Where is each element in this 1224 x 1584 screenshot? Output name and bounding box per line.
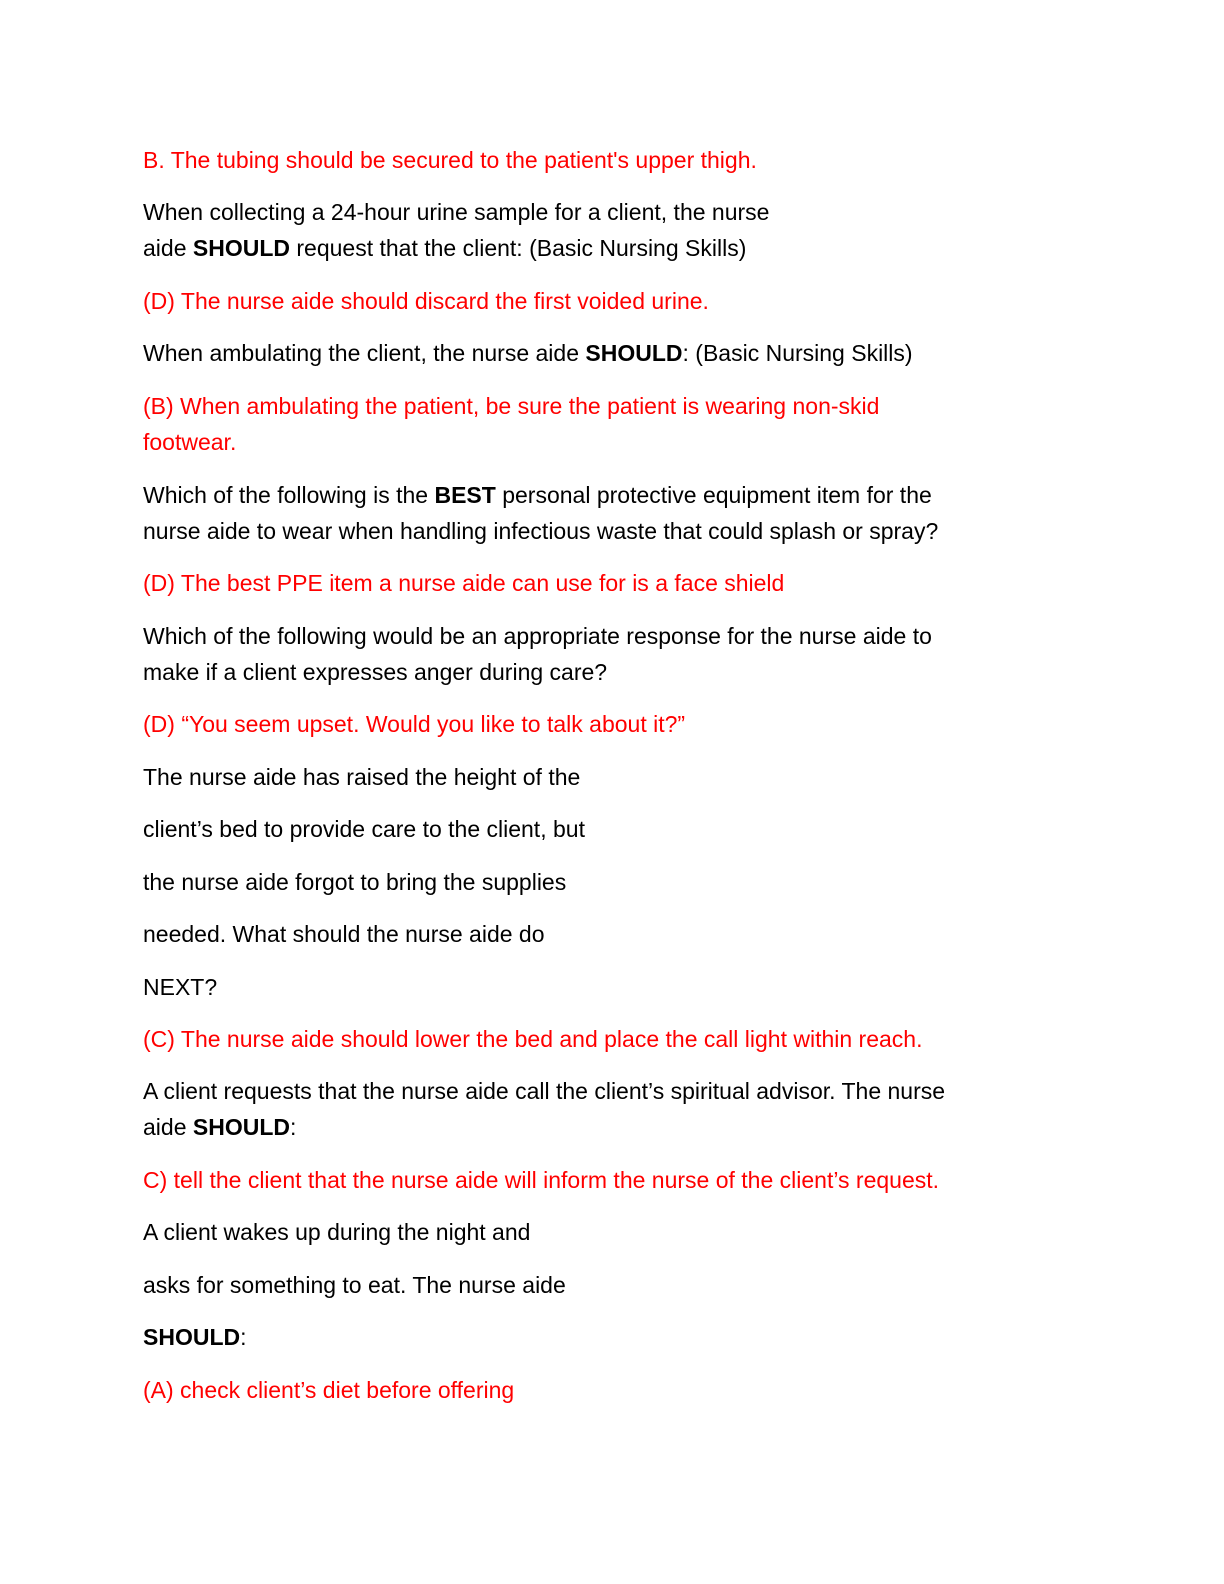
- text: Which of the following would be an appropriate response for the nurse aide to: [143, 623, 932, 649]
- text: the nurse aide forgot to bring the supplies: [143, 869, 567, 895]
- text: Which of the following is the: [143, 482, 435, 508]
- text: : (Basic Nursing Skills): [682, 340, 913, 366]
- question-bed-line1: [143, 759, 1083, 795]
- emphasis: SHOULD: [192, 1114, 290, 1140]
- question-ppe-line1: [143, 477, 1083, 513]
- text: aide: [143, 1114, 193, 1140]
- question-ambulating: [143, 335, 1083, 371]
- answer-ambulating-line1: [143, 388, 1083, 424]
- text: (D) “You seem upset. Would you like to talk about it?”: [143, 711, 686, 737]
- text: :: [240, 1324, 247, 1350]
- text: When ambulating the client, the nurse aide: [143, 340, 586, 366]
- text: aide: [143, 235, 193, 261]
- text: (D) The nurse aide should discard the first voided urine.: [143, 288, 709, 314]
- text: needed. What should the nurse aide do: [143, 921, 545, 947]
- text: :: [290, 1114, 297, 1140]
- question-spiritual-line1: [143, 1073, 1083, 1109]
- text: client’s bed to provide care to the client, but: [143, 816, 585, 842]
- text: B. The tubing should be secured to the patient's upper thigh.: [143, 147, 757, 173]
- text: C) tell the client that the nurse aide will inform the nurse of the client’s request.: [143, 1167, 940, 1193]
- text: footwear.: [143, 429, 237, 455]
- answer-urine-sample: [143, 283, 1083, 319]
- emphasis: SHOULD: [143, 1324, 241, 1350]
- answer-bed: [143, 1021, 1083, 1057]
- question-ppe-line2: [143, 513, 1083, 549]
- question-spiritual-line2: [143, 1109, 1083, 1145]
- question-urine-sample-line1: [143, 194, 1083, 230]
- text: NEXT?: [143, 974, 218, 1000]
- text: A client requests that the nurse aide call the client’s spiritual advisor. The nurse: [143, 1078, 946, 1104]
- question-bed-line4: [143, 916, 1083, 952]
- text: When collecting a 24-hour urine sample for a client, the nurse: [143, 199, 770, 225]
- answer-tubing: [143, 142, 1083, 178]
- question-night-line3: [143, 1319, 1083, 1355]
- question-bed-line5: [143, 969, 1083, 1005]
- question-bed-line2: [143, 811, 1083, 847]
- text: The nurse aide has raised the height of the: [143, 764, 581, 790]
- text: (B) When ambulating the patient, be sure the patient is wearing non-skid: [143, 393, 880, 419]
- text: personal protective equipment item for the: [495, 482, 932, 508]
- emphasis: SHOULD: [585, 340, 683, 366]
- question-bed-line3: [143, 864, 1083, 900]
- answer-anger: [143, 706, 1083, 742]
- emphasis: BEST: [434, 482, 496, 508]
- text: nurse aide to wear when handling infectious waste that could splash or spray?: [143, 518, 939, 544]
- emphasis: SHOULD: [192, 235, 290, 261]
- question-anger-line2: [143, 654, 1083, 690]
- text: A client wakes up during the night and: [143, 1219, 531, 1245]
- answer-ambulating-line2: [143, 424, 1083, 460]
- text: (D) The best PPE item a nurse aide can use for is a face shield: [143, 570, 785, 596]
- text: (C) The nurse aide should lower the bed and place the call light within reach.: [143, 1026, 923, 1052]
- text: make if a client expresses anger during care?: [143, 659, 608, 685]
- question-urine-sample-line2: [143, 230, 1083, 266]
- question-anger-line1: [143, 618, 1083, 654]
- text: request that the client: (Basic Nursing Skills): [290, 235, 747, 261]
- answer-night: [143, 1372, 1083, 1408]
- question-night-line1: [143, 1214, 1083, 1250]
- answer-spiritual: [143, 1162, 1083, 1198]
- text: asks for something to eat. The nurse aide: [143, 1272, 566, 1298]
- answer-ppe: [143, 565, 1083, 601]
- question-night-line2: [143, 1267, 1083, 1303]
- text: (A) check client’s diet before offering: [143, 1377, 515, 1403]
